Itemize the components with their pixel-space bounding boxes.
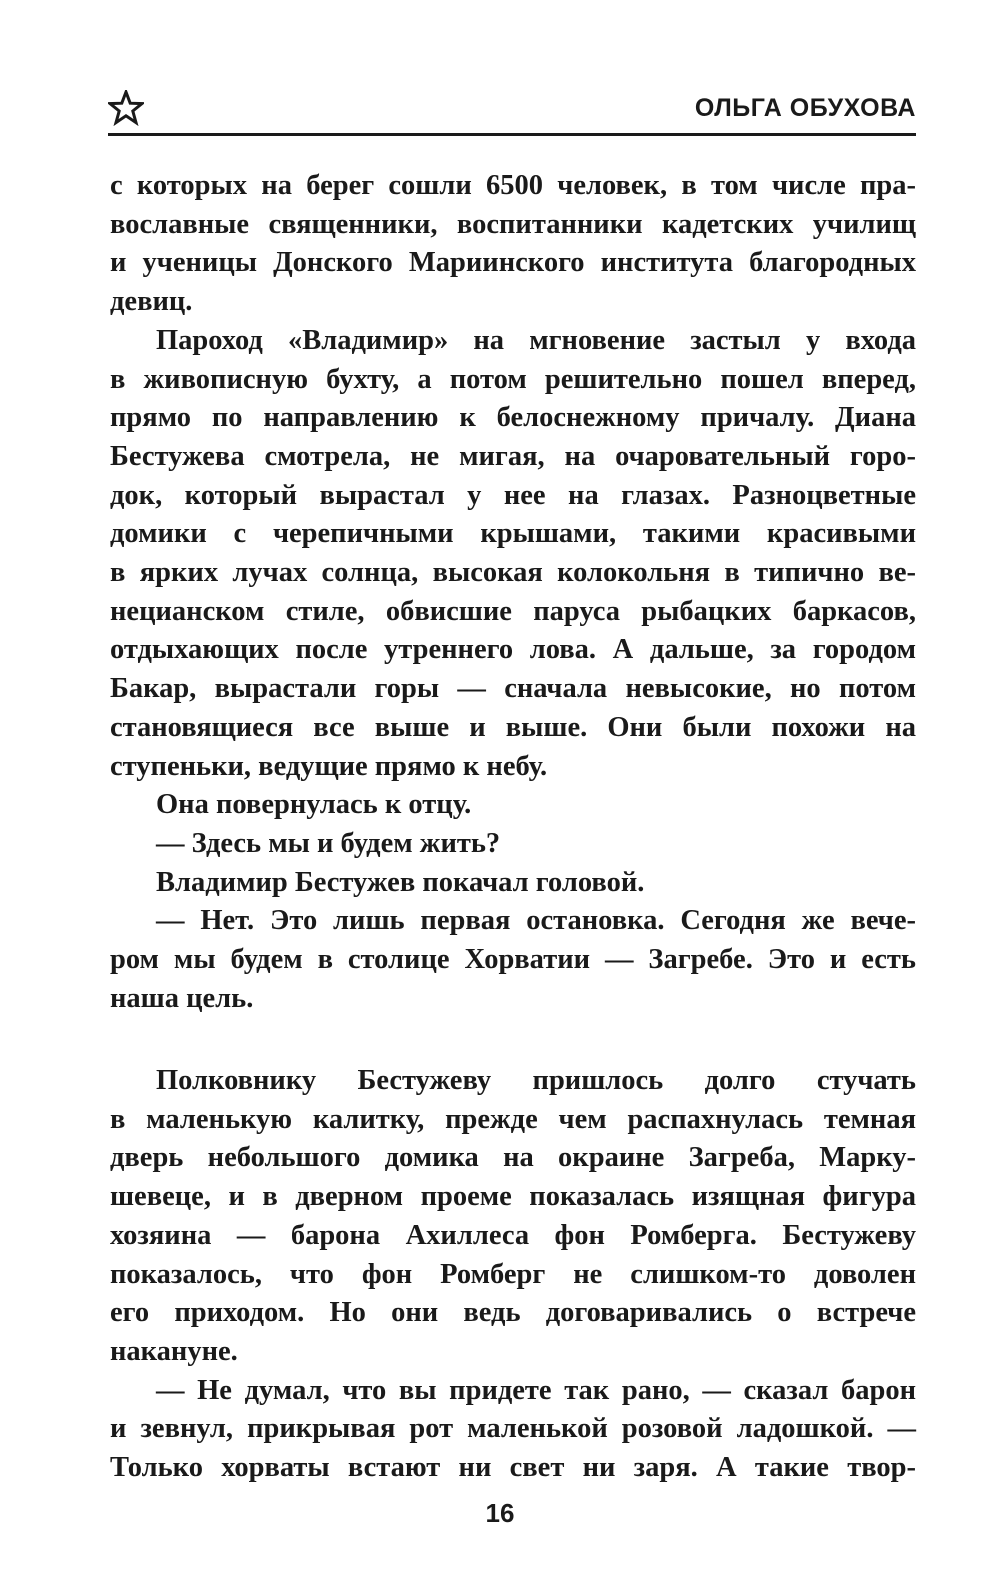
text-line: в маленькую калитку, прежде чем распахнулась темная <box>110 1103 916 1135</box>
text-line: отдыхающих после утреннего лова. А дальше, за городом <box>110 634 916 666</box>
text-line: в живописную бухту, а потом решительно пошел вперед, <box>110 363 916 395</box>
text-line: — Здесь мы и будем жить? <box>156 827 501 859</box>
text-line: прямо по направлению к белоснежному причалу. Диана <box>110 402 916 434</box>
text-line: Бакар, вырастали горы — сначала невысокие, но потом <box>110 673 916 705</box>
text-line: шевеце, и в дверном проеме показалась изящная фигура <box>110 1181 916 1213</box>
text-line: и ученицы Донского Мариинского института благородных <box>110 247 916 279</box>
section-2-text <box>110 1062 916 1488</box>
text-line: Полковнику Бестужеву пришлось долго стучать <box>156 1065 916 1096</box>
section-1-text <box>110 167 916 1018</box>
text-line: его приходом. Но они ведь договаривались о встрече <box>110 1297 916 1329</box>
text-line: нецианском стиле, обвисшие паруса рыбацких баркасов, <box>110 595 916 627</box>
text-line: ступеньки, ведущие прямо к небу. <box>110 750 548 782</box>
text-line: Она повернулась к отцу. <box>156 789 472 821</box>
text-line: Бестужева смотрела, не мигая, на очаровательный горо- <box>110 440 916 472</box>
text-line: наша цель. <box>110 982 254 1014</box>
text-line: в ярких лучах солнца, высокая колокольня в типично ве- <box>110 557 916 589</box>
text-line: Только хорваты встают ни свет ни заря. А такие твор- <box>110 1452 916 1484</box>
page-number: 16 <box>485 1498 515 1528</box>
text-line: накануне. <box>110 1335 238 1367</box>
text-line: хозяина — барона Ахиллеса фон Ромберга. Бестужеву <box>110 1219 916 1251</box>
text-line: Владимир Бестужев покачал головой. <box>156 866 645 898</box>
author-name: ОЛЬГА ОБУХОВА <box>694 94 916 122</box>
text-line: док, который вырастал у нее на глазах. Разноцветные <box>110 479 916 511</box>
text-line: ром мы будем в столице Хорватии — Загребе. Это и есть <box>110 944 916 976</box>
text-line: показалось, что фон Ромберг не слишком-то доволен <box>110 1258 916 1290</box>
text-line: с которых на берег сошли 6500 человек, в том числе пра- <box>110 170 916 201</box>
star-outline-icon <box>108 90 144 126</box>
text-line: — Нет. Это лишь первая остановка. Сегодня же вече- <box>156 905 916 937</box>
text-line: девиц. <box>110 286 193 318</box>
header-rule <box>108 133 916 136</box>
text-line: Пароход «Владимир» на мгновение застыл у входа <box>156 324 916 356</box>
running-header <box>108 86 916 132</box>
text-line: дверь небольшого домика на окраине Загреба, Марку- <box>110 1142 916 1174</box>
text-line: вославные священники, воспитанники кадетских училищ <box>110 208 916 240</box>
text-line: становящиеся все выше и выше. Они были похожи на <box>110 711 916 743</box>
text-line: домики с черепичными крышами, такими красивыми <box>110 518 916 550</box>
text-line: — Не думал, что вы придете так рано, — сказал барон <box>156 1374 916 1406</box>
text-line: и зевнул, прикрывая рот маленькой розовой ладошкой. — <box>110 1413 916 1445</box>
